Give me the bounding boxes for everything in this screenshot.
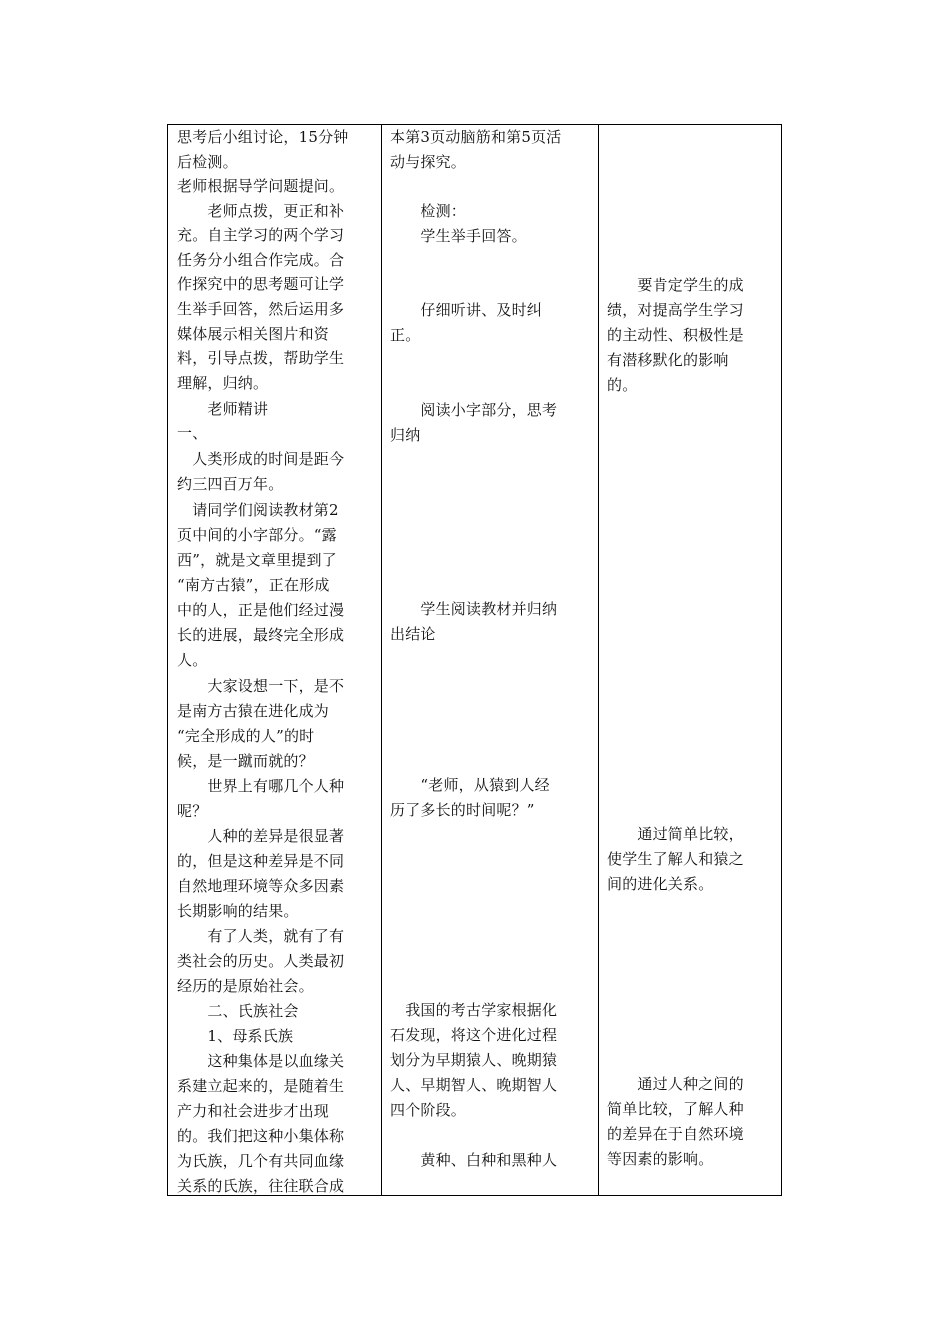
col1-line-22: 人。: [177, 651, 208, 669]
col3-line: 要肯定学生的成: [607, 276, 744, 294]
col2-line: 正。: [390, 326, 421, 344]
col1-line-5: 充。自主学习的两个学习: [177, 226, 345, 244]
col1-line-21: 长的进展，最终完全形成: [177, 626, 345, 644]
col1-line-37: 1、母系氏族: [177, 1027, 294, 1045]
col3-line: 间的进化关系。: [607, 875, 714, 893]
col1-line-38: 这种集体是以血缘关: [177, 1052, 345, 1070]
col2-line: 四个阶段。: [390, 1101, 467, 1119]
col2-line: 动与探究。: [390, 153, 467, 171]
col3-line: 绩，对提高学生学习: [607, 301, 744, 319]
col2-line: 检测：: [390, 202, 467, 220]
col1-line-26: 候，是一蹴而就的？: [177, 752, 314, 770]
col1-line-8: 生举手回答，然后运用多: [177, 300, 345, 318]
col3-line: 等因素的影响。: [607, 1150, 714, 1168]
col1-line-43: 关系的氏族，往往联合成: [177, 1177, 345, 1195]
col1-line-13: 一、: [177, 424, 208, 442]
col1-line-1: 思考后小组讨论，15分钟: [177, 128, 349, 146]
col2-line: 历了多长的时间呢？”: [390, 801, 535, 819]
col1-line-9: 媒体展示相关图片和资: [177, 325, 330, 343]
col1-line-28: 呢？: [177, 802, 208, 820]
col1-line-20: 中的人，正是他们经过漫: [177, 601, 345, 619]
col3-line: 的主动性、积极性是: [607, 326, 744, 344]
col2-line: 我国的考古学家根据化: [390, 1001, 558, 1019]
col1-line-32: 长期影响的结果。: [177, 902, 299, 920]
col2-line: 归纳: [390, 426, 421, 444]
col1-line-16: 请同学们阅读教材第2: [177, 501, 339, 519]
col1-line-15: 约三四百万年。: [177, 475, 284, 493]
col2-line: 本第3页动脑筋和第5页活: [390, 128, 562, 146]
col1-line-24: 是南方古猿在进化成为: [177, 702, 330, 720]
column-divider-1: [381, 125, 382, 1195]
col2-line: 学生举手回答。: [390, 227, 527, 245]
col2-line: “老师，从猿到人经: [390, 776, 550, 794]
col1-line-10: 料，引导点拨，帮助学生: [177, 349, 345, 367]
col1-line-41: 的。我们把这种小集体称: [177, 1127, 345, 1145]
col1-line-31: 自然地理环境等众多因素: [177, 877, 345, 895]
col1-line-4: 老师点拨，更正和补: [177, 202, 345, 220]
col1-line-17: 页中间的小字部分。“露: [177, 526, 337, 544]
col3-line: 使学生了解人和猿之: [607, 850, 744, 868]
col1-line-42: 为氏族，几个有共同血缘: [177, 1152, 345, 1170]
column-divider-2: [598, 125, 599, 1195]
col2-line: 黄种、白种和黑种人: [390, 1151, 558, 1169]
col3-line: 的差异在于自然环境: [607, 1125, 744, 1143]
col1-line-40: 产力和社会进步才出现: [177, 1102, 330, 1120]
col1-line-6: 任务分小组合作完成。合: [177, 251, 345, 269]
col1-line-27: 世界上有哪几个人种: [177, 777, 345, 795]
col1-line-2: 后检测。: [177, 153, 238, 171]
col1-line-14: 人类形成的时间是距今: [177, 450, 345, 468]
col1-line-34: 类社会的历史。人类最初: [177, 952, 345, 970]
col1-line-30: 的，但是这种差异是不同: [177, 852, 345, 870]
col1-line-11: 理解，归纳。: [177, 374, 269, 392]
col2-line: 划分为早期猿人、晚期猿: [390, 1051, 558, 1069]
col2-line: 学生阅读教材并归纳: [390, 600, 558, 618]
col1-line-29: 人种的差异是很显著: [177, 827, 345, 845]
col1-line-39: 系建立起来的，是随着生: [177, 1077, 345, 1095]
col1-line-18: 西”，就是文章里提到了: [177, 551, 337, 569]
col1-line-25: “完全形成的人”的时: [177, 727, 315, 745]
col3-line: 的。: [607, 376, 638, 394]
col3-line: 通过人种之间的: [607, 1075, 744, 1093]
col1-line-33: 有了人类，就有了有: [177, 927, 345, 945]
col1-line-3: 老师根据导学问题提问。: [177, 177, 345, 195]
col2-line: 石发现，将这个进化过程: [390, 1026, 558, 1044]
col3-line: 通过简单比较，: [607, 825, 744, 843]
col3-line: 简单比较，了解人种: [607, 1100, 744, 1118]
col1-line-12: 老师精讲: [177, 400, 269, 418]
col1-line-35: 经历的是原始社会。: [177, 977, 314, 995]
col2-line: 人、早期智人、晚期智人: [390, 1076, 558, 1094]
col3-line: 有潜移默化的影响: [607, 351, 729, 369]
col2-line: 仔细听讲、及时纠: [390, 301, 543, 319]
col2-line: 阅读小字部分，思考: [390, 401, 558, 419]
col1-line-23: 大家设想一下，是不: [177, 677, 345, 695]
col1-line-7: 作探究中的思考题可让学: [177, 275, 345, 293]
col1-line-19: “南方古猿”，正在形成: [177, 576, 330, 594]
col1-line-36: 二、氏族社会: [177, 1002, 299, 1020]
col2-line: 出结论: [390, 625, 436, 643]
